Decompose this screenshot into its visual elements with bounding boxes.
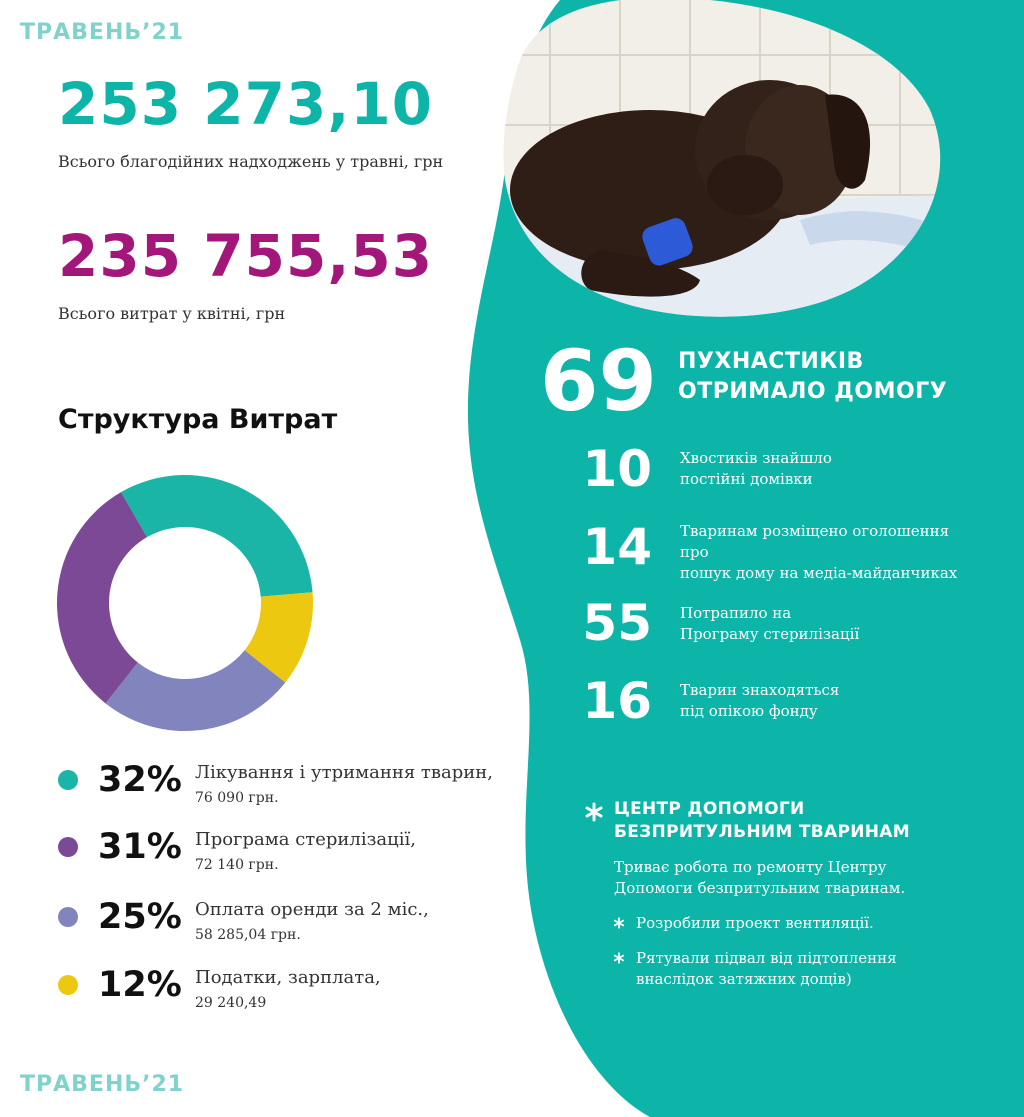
brand-label-bottom: ТРАВЕНЬ’21 <box>20 1072 185 1097</box>
stat-number: 16 <box>582 672 652 730</box>
center-bullet <box>636 913 874 934</box>
legend-dot <box>58 770 78 790</box>
stat-number: 10 <box>582 440 652 498</box>
center-body-line-2: Допомоги безпритульним тваринам. <box>614 879 906 897</box>
legend-percent: 25% <box>98 897 182 937</box>
hero-line-1: ПУХНАСТИКІВ <box>678 349 864 374</box>
legend-percent: 12% <box>98 965 182 1005</box>
hero-number: 69 <box>540 332 657 430</box>
center-title-line-2: БЕЗПРИТУЛЬНИМ ТВАРИНАМ <box>614 822 910 842</box>
legend-amount: 72 140 грн. <box>195 857 279 873</box>
stat-text <box>680 521 980 584</box>
stat-line-1: Потрапило на <box>680 604 792 622</box>
center-body-line-1: Триває робота по ремонту Центру <box>614 858 887 876</box>
asterisk-icon <box>584 802 604 822</box>
income-total: 253 273,10 <box>58 70 434 138</box>
legend-label: Програма стерилізації, <box>195 829 416 850</box>
dog-photo <box>480 0 950 330</box>
legend-dot <box>58 975 78 995</box>
bullet-asterisk-icon <box>613 952 625 964</box>
brand-label: ТРАВЕНЬ’21 <box>20 20 185 45</box>
expenses-caption: Всього витрат у квітні, грн <box>58 304 286 323</box>
legend-amount: 29 240,49 <box>195 995 267 1011</box>
center-title <box>614 798 910 844</box>
center-bullet-line-1: Рятували підвал від підтоплення <box>636 949 897 967</box>
stat-line-1: Тваринам розміщено оголошення про <box>680 522 950 561</box>
legend-label: Податки, зарплата, <box>195 967 381 988</box>
stat-line-1: Хвостиків знайшло <box>680 449 832 467</box>
legend-percent: 31% <box>98 827 182 867</box>
income-caption: Всього благодійних надходжень у травні, грн <box>58 152 444 171</box>
stat-number: 14 <box>582 518 652 576</box>
donut-slice <box>121 475 313 597</box>
stat-line-2: постійні домівки <box>680 470 813 488</box>
center-body <box>614 857 905 899</box>
bullet-asterisk-icon <box>613 917 625 929</box>
stat-line-2: під опікою фонду <box>680 702 818 720</box>
stat-number: 55 <box>582 594 652 652</box>
stat-text <box>680 448 980 490</box>
legend-percent: 32% <box>98 760 182 800</box>
expenses-total: 235 755,53 <box>58 222 434 290</box>
center-bullet-line-1: Розробили проект вентиляції. <box>636 914 874 932</box>
structure-title: Структура Витрат <box>58 404 338 435</box>
legend-dot <box>58 837 78 857</box>
center-bullet <box>636 948 897 990</box>
hero-text <box>678 347 947 407</box>
legend-label: Лікування і утримання тварин, <box>195 762 493 783</box>
legend-amount: 76 090 грн. <box>195 790 279 806</box>
legend-amount: 58 285,04 грн. <box>195 927 301 943</box>
stat-line-2: Програму стерилізації <box>680 625 860 643</box>
center-title-line-1: ЦЕНТР ДОПОМОГИ <box>614 799 805 819</box>
expenses-donut-chart <box>54 472 316 734</box>
center-bullet-line-2: внаслідок затяжних дощів) <box>636 970 852 988</box>
stat-text <box>680 680 980 722</box>
legend-dot <box>58 907 78 927</box>
stat-line-1: Тварин знаходяться <box>680 681 840 699</box>
stat-text <box>680 603 980 645</box>
stat-line-2: пошук дому на медіа-майданчиках <box>680 564 958 582</box>
hero-line-2: ОТРИМАЛО ДОМОГУ <box>678 379 948 404</box>
legend-label: Оплата оренди за 2 міс., <box>195 899 429 920</box>
